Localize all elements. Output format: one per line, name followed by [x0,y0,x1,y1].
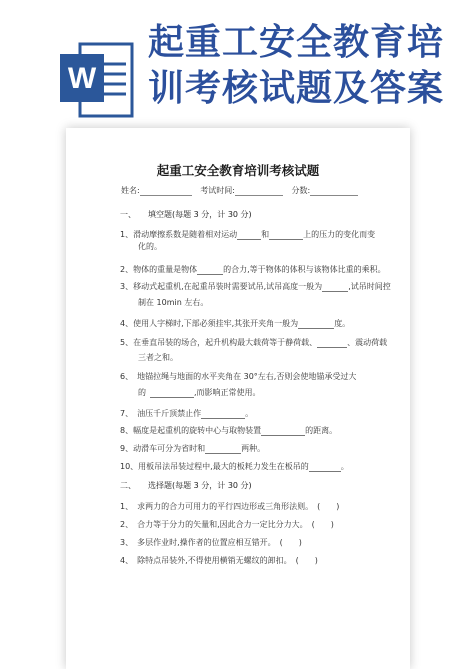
section-choice-heading: 二、 选择题(每题 3 分，计 30 分) [120,481,252,490]
name-label: 姓名: [121,186,140,195]
choice-question-4: 4、 除特点吊装外,不得使用横销无螺纹的卸扣。 ( ) [120,556,318,565]
choice-question-2: 2、 合力等于分力的矢量和,因此合力一定比分力大。 ( ) [120,520,334,529]
exam-time-label: 考试时间: [200,186,235,195]
question-7 [120,408,253,419]
question-3-text-a: 3、移动式起重机,在起重吊装时需要试吊,试吊高度一般为 [120,282,323,291]
section-fill-in-heading: 一、 填空题(每题 3 分，计 30 分) [120,210,252,219]
question-1-text-a: 1、滑动摩擦系数是随着相对运动 [120,230,238,239]
question-9-text-b: 两种。 [241,444,266,453]
answer-blank [205,445,241,454]
question-8 [120,425,337,436]
question-4-text-a: 4、使用人字梯时,下部必须挂牢,其张开夹角一般为 [120,319,299,328]
question-2-text-a: 2、物体的重量是物体 [120,265,198,274]
exam-info-line [121,185,358,196]
question-6-continued [138,387,261,398]
question-1 [120,229,375,240]
question-4 [120,318,350,329]
answer-blank [298,320,334,329]
word-icon-letter: W [67,62,97,95]
question-10-text-a: 10、用板吊法吊装过程中,最大的板耗力发生在板吊的 [120,462,309,471]
answer-blank [322,283,348,292]
question-9 [120,443,265,454]
question-4-text-b: 度。 [334,319,351,328]
exam-time-blank [235,187,283,196]
question-3-text-b: ,试吊时间控 [348,282,391,291]
question-7-text-a: 7、 油压千斤顶禁止作 [120,409,202,418]
question-2-text-b: 的合力,等于物体的体积与该物体比重的乘积。 [223,265,386,274]
question-5-text-a: 5、在垂直吊装的场合，起升机构最大载荷等于静荷载、 [120,338,318,347]
choice-question-1: 1、 求两力的合力可用力的平行四边形或三角形法则。 ( ) [120,502,340,511]
score-blank [310,187,358,196]
banner-title-line2: 训考核试题及答案 [148,68,445,109]
question-6: 6、 地锚拉绳与地面的水平夹角在 30°左右,否则会使地锚承受过大 [120,372,357,381]
question-1-continued: 化的。 [138,242,162,251]
score-label: 分数: [291,186,311,195]
question-10 [120,461,349,472]
choice-question-3: 3、 多层作业时,操作者的位置应相互错开。 ( ) [120,538,302,547]
question-10-text-b: 。 [340,462,349,471]
document-title: 起重工安全教育培训考核试题 [156,163,320,178]
question-6-text-c: ,而影响正常使用。 [194,388,261,397]
question-7-text-b: 。 [245,409,254,418]
question-3 [120,281,391,292]
question-3-continued: 制在 10min 左右。 [138,298,209,307]
word-doc-icon [58,40,136,120]
answer-blank [269,231,303,240]
answer-blank [201,410,245,419]
answer-blank [317,339,347,348]
banner-title-line1: 起重工安全教育培 [148,22,445,63]
question-1-text-b: 和 [261,230,270,239]
question-5-continued: 三者之和。 [138,353,178,362]
question-1-text-c: 上的压力的变化而变 [303,230,376,239]
answer-blank [150,389,194,398]
document-page [66,128,410,669]
answer-blank [237,231,261,240]
name-blank [140,187,192,196]
answer-blank [197,266,223,275]
question-6-text-b: 的 [138,388,146,397]
answer-blank [261,427,305,436]
question-8-text-b: 的距离。 [305,426,338,435]
question-2 [120,264,386,275]
question-8-text-a: 8、幅度是起重机的旋转中心与取物装置 [120,426,262,435]
question-5 [120,337,387,348]
question-5-text-b: 、震动荷载 [347,338,388,347]
banner-title [148,20,466,112]
question-9-text-a: 9、动滑车可分为省时和 [120,444,206,453]
answer-blank [309,463,341,472]
